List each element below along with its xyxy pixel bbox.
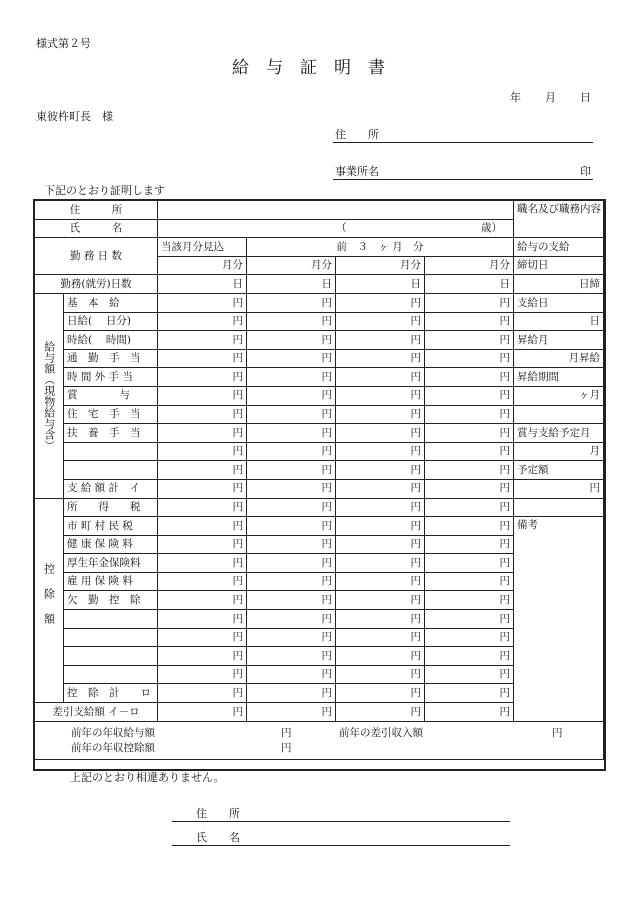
employer-name-line bbox=[333, 179, 593, 180]
pay-date-head: 給与の支給 bbox=[514, 238, 604, 257]
date-month: 月 bbox=[545, 91, 556, 104]
prev-year-summary: 前年の年収給与額 円 前年の差引収入額 円 前年の年収控除額 円 bbox=[35, 721, 604, 759]
pay-day-label: 支給日 bbox=[514, 293, 604, 312]
salary-item: 時 間 外 手 当 bbox=[64, 368, 158, 387]
raise-month-unit: 月昇給 bbox=[514, 349, 604, 368]
deduction-item: 雇 用 保 険 料 bbox=[64, 572, 158, 591]
address-label: 住 所 bbox=[35, 201, 158, 220]
salary-item: 通 勤 手 当 bbox=[64, 349, 158, 368]
page-title: 給 与 証 明 書 bbox=[232, 58, 385, 78]
actual-days-label: 勤務(就労)日数 bbox=[35, 275, 158, 294]
signer-name-label: 氏 名 bbox=[196, 831, 240, 844]
date-day: 日 bbox=[580, 91, 591, 104]
form-number: 様式第２号 bbox=[36, 37, 91, 50]
seal-mark: 印 bbox=[580, 165, 591, 178]
salary-item: 日給( 日分) bbox=[64, 312, 158, 331]
net-pay-label: 差引支給額 イ－ロ bbox=[35, 703, 158, 722]
date-year: 年 bbox=[510, 91, 521, 104]
raise-period-unit: ヶ月 bbox=[514, 386, 604, 405]
signer-name-line[interactable] bbox=[172, 845, 510, 846]
addressee: 東彼杵町長 様 bbox=[36, 110, 113, 123]
salary-item: 基 本 給 bbox=[64, 293, 158, 312]
salary-item[interactable] bbox=[64, 442, 158, 461]
bonus-amount-label: 予定額 bbox=[514, 461, 604, 480]
deduction-item: 欠 勤 控 除 bbox=[64, 591, 158, 610]
address-value[interactable] bbox=[158, 201, 514, 220]
deduction-item: 市 町 村 民 税 bbox=[64, 517, 158, 536]
bonus-month-unit: 月 bbox=[514, 442, 604, 461]
salary-item: 賞 与 bbox=[64, 386, 158, 405]
prev-months-label: 前 ３ ヶ 月 分 bbox=[247, 238, 514, 257]
name-label: 氏 名 bbox=[35, 219, 158, 238]
salary-item: 扶 養 手 当 bbox=[64, 424, 158, 443]
closing-label: 締切日 bbox=[514, 256, 604, 275]
raise-period-label: 昇給期間 bbox=[514, 368, 604, 387]
deduction-item[interactable] bbox=[64, 665, 158, 684]
salary-section-label: 給与額（現物給与含） bbox=[35, 293, 64, 498]
work-days-label: 勤 務 日 数 bbox=[35, 238, 158, 275]
job-label: 職名及び職務内容 bbox=[514, 201, 604, 238]
deduction-item[interactable] bbox=[64, 628, 158, 647]
remarks-label: 備考 bbox=[514, 517, 604, 722]
deduction-section-label: 控除額 bbox=[35, 498, 64, 703]
signer-address-label: 住 所 bbox=[196, 807, 240, 820]
salary-item: 住 宅 手 当 bbox=[64, 405, 158, 424]
closing-unit: 日締 bbox=[514, 275, 604, 294]
deduction-total: 控 除 計 ロ bbox=[64, 684, 158, 703]
employer-address-label: 住 所 bbox=[335, 128, 379, 141]
bonus-month-label: 賞与支給予定月 bbox=[514, 424, 604, 443]
deduction-item: 厚生年金保険料 bbox=[64, 554, 158, 573]
employer-name-label: 事業所名 bbox=[335, 165, 379, 178]
deduction-item[interactable] bbox=[64, 647, 158, 666]
pay-day-unit: 日 bbox=[514, 312, 604, 331]
deduction-item: 所 得 税 bbox=[64, 498, 158, 517]
salary-total: 支 給 額 計 イ bbox=[64, 479, 158, 498]
bonus-amount-unit: 円 bbox=[514, 479, 604, 498]
deduction-item: 健 康 保 険 料 bbox=[64, 535, 158, 554]
salary-certificate-table: 住 所 職名及び職務内容 氏 名 （ 歳） 勤 務 日 数 当該月分見込 前 ３ ヶ 月 分 給与の支給 月分 月分 月分 月分 締切日 勤務(就労)日数 日 日 日 日 日締 給与額（現物給与含） 基 本 給 円 円 円 円 支給日 日給( 日分) 円 円 円 円 日 時給( 時間) 円 円 円 円 昇給月 通 勤 手 当 円 円 円 円 月昇給 時 間 外 手 当 円 円 円 円 昇給期間 賞 与 円 円 円 円 ヶ月 住 宅 手 当 円 円 円 円 扶 養 手 当 円 円 円 円 賞与支給予定月 円 円 円 円 月 円 円 円 円 予定額 支 給 額 計 イ 円 円 円 円 円 控除額 所 得 税 円 円 円 円 市 町 村 民 税 円 円 円 円 備考 健 康 保 険 料 円 円 円 円 厚生年金保険料 円 円 円 円 雇 用 保 険 料 円 円 円 円 欠 勤 控 除 円 円 円 円 円 円 円 円 円 円 円 円 円 円 円 円 円 円 円 円 控 除 計 ロ 円 円 円 円 差引支給額 イ－ロ 円 円 円 円 前年の年収給与額 円 前年の差引収入額 円 前年の年収控除額 円 bbox=[34, 200, 604, 760]
name-value[interactable]: （ 歳） bbox=[158, 219, 514, 238]
signer-address-line[interactable] bbox=[172, 821, 510, 822]
intro-text: 下記のとおり証明します bbox=[44, 184, 165, 197]
current-month-label: 当該月分見込 bbox=[158, 238, 247, 257]
deduction-item[interactable] bbox=[64, 610, 158, 629]
certify-text: 上記のとおり相違ありません。 bbox=[70, 771, 225, 784]
salary-item[interactable] bbox=[64, 461, 158, 480]
employer-address-line bbox=[333, 142, 593, 143]
salary-item: 時給( 時間) bbox=[64, 331, 158, 350]
raise-month-label: 昇給月 bbox=[514, 331, 604, 350]
